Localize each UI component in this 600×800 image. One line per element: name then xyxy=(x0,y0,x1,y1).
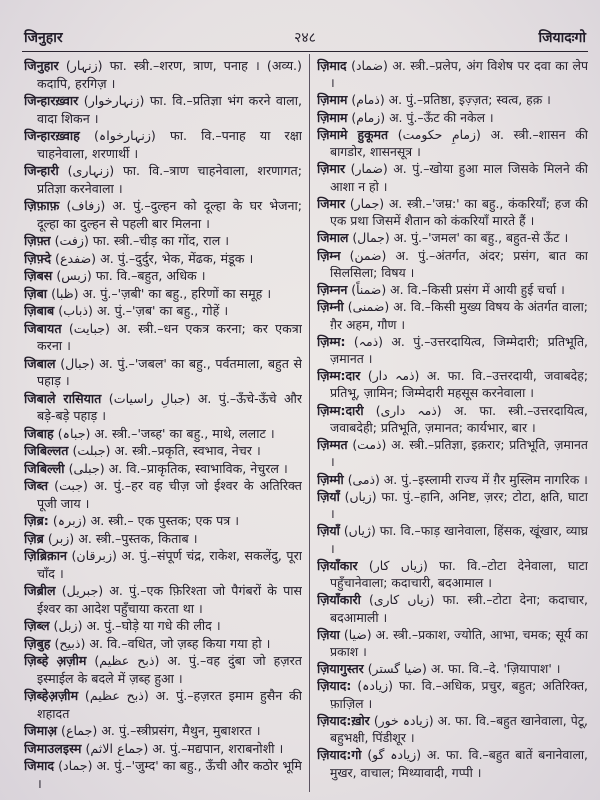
entry-headword: ज़िमाम xyxy=(317,92,348,108)
entry-definition: अ. पुं.–खोया हुआ माल जिसके मिलने की आशा न हो । xyxy=(330,161,588,194)
entry-urdu-spelling: (جماع الاثم) xyxy=(85,740,149,756)
entry-headword: ज़ियागुस्तर xyxy=(317,661,364,677)
entry-urdu-spelling: (ذمت) xyxy=(352,437,387,453)
dictionary-entry xyxy=(24,635,302,653)
entry-headword: जिमार xyxy=(317,195,346,211)
entry-headword: ज़िमार xyxy=(317,161,346,177)
entry-definition: अ. पुं.–इस्लामी राज्य में ग़ैर मुस्लिम नागरिक । xyxy=(383,471,588,487)
entry-definition: फा. वि.–त्राण चाहनेवाला, शरणागत; प्रतिज्ञा करनेवाला । xyxy=(37,163,302,196)
entry-urdu-spelling: (جمار) xyxy=(349,195,385,211)
dictionary-entry xyxy=(317,298,588,332)
dictionary-entry xyxy=(24,442,302,460)
dictionary-entry xyxy=(24,92,302,127)
entry-headword: ज़िब्र xyxy=(24,530,44,546)
dictionary-entry xyxy=(24,652,302,687)
entry-urdu-spelling: (ضماد) xyxy=(351,58,388,73)
entry-urdu-spelling: (جبت) xyxy=(54,478,88,493)
dictionary-entry xyxy=(317,626,588,660)
guide-word-right: जियादःगो xyxy=(538,30,586,46)
entry-headword: ज़िम्न xyxy=(317,247,341,263)
dictionary-entry xyxy=(317,557,588,591)
page-number: २४८ xyxy=(294,30,316,46)
entry-definition: अ. पुं.–ऊँट की नकेल । xyxy=(389,109,494,125)
dictionary-entry xyxy=(317,660,588,677)
dictionary-entry xyxy=(317,109,588,126)
entry-urdu-spelling: (جبلت) xyxy=(72,443,111,458)
entry-definition: अ. स्त्री.–'जम्र:' का बहु., कंकरियाँ; हज की एक प्रथा जिसमें शैतान को कंकरियाँ मारते हैं । xyxy=(330,195,588,229)
entry-headword: ज़िबाब xyxy=(24,303,55,318)
entry-urdu-spelling: (ظبا) xyxy=(51,285,79,301)
column-divider xyxy=(309,54,310,792)
entry-headword: जिबाल xyxy=(24,355,56,371)
dictionary-entry xyxy=(317,677,588,711)
right-column xyxy=(317,57,588,791)
entry-headword: ज़ियाद: xyxy=(317,678,352,694)
entry-headword: जिब्रील xyxy=(24,583,56,598)
entry-headword: जिन्हारख़्वार xyxy=(24,93,79,108)
entry-definition: अ. पुं.–'जमल' का बहु., बहुत-से ऊँट । xyxy=(393,230,569,246)
dictionary-entry xyxy=(24,390,302,425)
entry-headword: ज़िम्म: xyxy=(317,333,346,349)
entry-definition: अ. पुं.–मद्यपान, शराबनोशी । xyxy=(152,740,284,756)
dictionary-entry xyxy=(24,250,302,268)
entry-definition: अ. पुं.–एक फ़िरिश्ता जो पैगंबरों के पास ईश्वर का आदेश पहुँचाया करता था । xyxy=(37,583,302,616)
entry-headword: ज़िम्नन xyxy=(317,282,348,298)
entry-definition: फा. वि.–टोटा देनेवाला, घाटा पहुँचानेवाला; कदाचारी, बदआमाल । xyxy=(330,557,588,591)
entry-definition: अ. वि.–प्राकृतिक, स्वाभाविक, नेचुरल । xyxy=(108,460,288,476)
dictionary-entry xyxy=(317,471,588,488)
dictionary-entry xyxy=(317,488,588,522)
dictionary-entry xyxy=(317,333,588,367)
entry-definition: फा. वि.–बहुत, अधिक । xyxy=(95,268,206,283)
dictionary-entry xyxy=(24,285,302,303)
entry-headword: जिन्हारख़्वाह xyxy=(24,128,80,143)
entry-definition: अ. पुं.–हज़रत इमाम हुसैन की शहादत xyxy=(37,688,302,721)
entry-urdu-spelling: (ضمناً) xyxy=(351,282,387,298)
dictionary-entry xyxy=(317,436,588,470)
dictionary-entry xyxy=(24,722,302,740)
entry-urdu-spelling: (جبالِ راسیات) xyxy=(108,390,191,406)
entry-urdu-spelling: (زیادہ گو) xyxy=(367,747,422,763)
entry-headword: ज़िम्मी xyxy=(317,471,344,487)
dictionary-entry xyxy=(24,355,302,390)
entry-headword: ज़िब्रिक़ान xyxy=(24,548,67,563)
entry-urdu-spelling: (زنہارخواہ) xyxy=(93,128,156,143)
dictionary-entry xyxy=(317,746,588,780)
entry-definition: अ. पुं.–ऊँचे-ऊँचे और बड़े-बड़े पहाड़ । xyxy=(37,390,302,423)
header-rule xyxy=(22,51,588,52)
entry-definition: अ. स्त्री.–प्रलेप, अंग विशेष पर दवा का लेप । xyxy=(330,58,588,91)
dictionary-entry xyxy=(317,126,588,160)
entry-definition: अ. पुं.–दुर्दुर, भेक, मेंढक, मंडूक । xyxy=(100,250,254,266)
entry-urdu-spelling: (زیاں کاری) xyxy=(368,592,435,608)
entry-headword: ज़ियाँकारी xyxy=(317,592,361,608)
entry-definition: अ. पुं.–'ज़ब' का बहु., गोहें । xyxy=(96,303,229,318)
entry-urdu-spelling: (جبریل) xyxy=(61,583,104,598)
dictionary-entry xyxy=(317,402,588,436)
entry-headword: जिबाले रासियात xyxy=(24,390,102,406)
entry-definition: अ. स्त्री.–धन एकत्र करना; कर एकत्रा करना । xyxy=(37,320,302,353)
entry-headword: जिन्हारी xyxy=(24,163,59,178)
entry-headword: ज़िम्म:दारी xyxy=(317,402,364,418)
dictionary-entry xyxy=(24,617,302,635)
dictionary-entry xyxy=(24,687,302,722)
dictionary-entry xyxy=(24,460,302,478)
entry-urdu-spelling: (ذمی) xyxy=(347,471,380,487)
entry-headword: ज़ियाँ xyxy=(317,523,340,539)
dictionary-entry xyxy=(24,547,302,582)
entry-urdu-spelling: (زنہاری) xyxy=(67,163,115,178)
entry-headword: जिबायत xyxy=(24,320,62,336)
entry-urdu-spelling: (ذمام) xyxy=(351,92,385,108)
entry-definition: अ. फा. स्त्री.–उत्तरदायित्व, जवाबदेही; प्रतिभूति, ज़मानत; कार्यभार, बार । xyxy=(330,402,588,435)
dictionary-entry xyxy=(24,320,302,355)
entry-headword: ज़िफ़ाफ़ xyxy=(24,198,60,213)
entry-urdu-spelling: (ضیا) xyxy=(343,626,372,642)
entry-definition: अ. स्त्री.–'जब्ह' का बहु., माथे, ललाट । xyxy=(94,425,275,441)
entry-headword: ज़िब्र: xyxy=(24,513,49,528)
entry-headword: ज़िब्हे अ़ज़ीम xyxy=(24,653,87,668)
entry-headword: ज़िमाम xyxy=(317,109,348,125)
entry-urdu-spelling: (زیادہ خور) xyxy=(373,712,434,728)
entry-definition: फा. पुं.–हानि, अनिष्ट, ज़रर; टोटा, क्षति, घाटा । xyxy=(330,488,588,522)
entry-headword: जिमाउलइस्म xyxy=(24,740,82,756)
entry-headword: ज़िमामे हुकूमत xyxy=(317,126,389,142)
entry-definition: फा. वि.–पनाह या रक्षा चाहनेवाला, शरणार्थी । xyxy=(37,128,302,161)
entry-headword: ज़ियाँकार xyxy=(317,557,358,573)
entry-definition: अ. पुं.–दुल्हन को दूल्हा के घर भेजना; दूल्हा का दुल्हन से पहली बार मिलना । xyxy=(37,198,302,231)
entry-urdu-spelling: (زمام) xyxy=(351,109,386,125)
entry-definition: अ. स्त्री.–पुस्तक, किताब । xyxy=(78,530,198,546)
entry-definition: अ. वि.–वधित, जो ज़ब्ह किया गया हो । xyxy=(89,635,271,651)
dictionary-entry xyxy=(24,197,302,232)
entry-definition: अ. पुं.–'ज़बी' का बहु., हरिणों का समूह । xyxy=(82,285,272,301)
entry-headword: जिबाह xyxy=(24,425,54,441)
entry-urdu-spelling: (زبر) xyxy=(47,530,75,546)
entry-urdu-spelling: (زنہارخوار) xyxy=(83,93,145,108)
entry-headword: ज़िबा xyxy=(24,285,48,301)
entry-urdu-spelling: (ضفدع) xyxy=(55,250,97,266)
entry-urdu-spelling: (زبرقان) xyxy=(71,548,117,563)
entry-urdu-spelling: (جبلی) xyxy=(68,460,105,476)
entry-headword: ज़िम्म:दार xyxy=(317,368,361,384)
entry-urdu-spelling: (جبال) xyxy=(60,355,95,371)
entry-urdu-spelling: (زمامِ حکومت) xyxy=(397,126,481,142)
entry-urdu-spelling: (زنہار) xyxy=(65,58,103,73)
entry-urdu-spelling: (ذباب) xyxy=(58,303,93,318)
entry-definition: अ. स्त्री.–प्रकृति, स्वभाव, नेचर । xyxy=(114,443,261,458)
entry-definition: अ. स्त्री.–प्रकाश, ज्योति, आभा, चमक; सूर्य का प्रकाश । xyxy=(330,626,588,659)
dictionary-entry xyxy=(24,582,302,617)
entry-definition: अ. पुं.–प्रतिष्ठा, इज़्ज़त; स्वत्व, हक़ । xyxy=(388,92,551,108)
dictionary-entry xyxy=(24,757,302,791)
entry-urdu-spelling: (زبل) xyxy=(53,618,83,633)
dictionary-entry xyxy=(317,712,588,746)
entry-headword: जिबिल्ली xyxy=(24,460,65,476)
entry-urdu-spelling: (جماع) xyxy=(61,723,98,738)
entry-urdu-spelling: (ذبح عظیم) xyxy=(84,688,149,703)
dictionary-entry xyxy=(317,522,588,556)
entry-headword: ज़िबस xyxy=(24,268,53,283)
entry-definition: अ. पुं.–संपूर्ण चंद्र, राकेश, सकलेंदु, पूरा चाँद । xyxy=(37,548,302,581)
dictionary-entry xyxy=(317,91,588,108)
dictionary-entry xyxy=(24,477,302,512)
entry-headword: जिब्त xyxy=(24,478,49,493)
entry-urdu-spelling: (ژیاں) xyxy=(343,523,376,539)
dictionary-entry xyxy=(24,425,302,443)
entry-urdu-spelling: (ضیا گستر) xyxy=(367,661,427,677)
entry-urdu-spelling: (زبرہ) xyxy=(52,513,87,528)
entry-urdu-spelling: (ضمار) xyxy=(350,161,388,177)
entry-urdu-spelling: (زفاف) xyxy=(66,198,106,213)
entry-definition: अ. पुं.–घोड़े या गधे की लीद । xyxy=(86,618,221,633)
dictionary-entry xyxy=(317,57,588,91)
entry-definition: अ. वि.–किसी प्रसंग में आयी हुई चर्चा । xyxy=(390,282,565,298)
entry-definition: अ. फा. वि.–दे. 'ज़ियापाश' । xyxy=(430,661,561,677)
entry-headword: ज़िब्हेअ़ज़ीम xyxy=(24,688,79,703)
entry-definition: अ. पुं.–स्त्रीप्रसंग, मैथुन, मुबाशरत । xyxy=(101,723,261,738)
entry-definition: फा. स्त्री.–शरण, त्राण, पनाह । (अव्य.) कदापि, हरगिज़ । xyxy=(37,58,302,91)
dictionary-entry xyxy=(24,512,302,530)
entry-urdu-spelling: (زیاں کار) xyxy=(368,557,428,573)
dictionary-entry xyxy=(24,127,302,162)
dictionary-entry xyxy=(24,740,302,758)
dictionary-entry xyxy=(24,530,302,548)
entry-definition: अ. पुं.–'जबल' का बहु., पर्वतमाला, बहुत से पहाड़ । xyxy=(37,355,302,388)
entry-definition: अ. वि.–किसी मुख्य विषय के अंतर्गत वाला; ग़ैर अहम, गौण । xyxy=(330,299,588,332)
entry-urdu-spelling: (ذمہ داری) xyxy=(375,402,442,418)
entry-definition: अ. फा. वि.–बहुत खानेवाला, पेटू, बहुभक्षी, पिंडीशूर । xyxy=(330,712,588,746)
entry-definition: फा. स्त्री.–टोटा देना; कदाचार, बदआमाली । xyxy=(330,592,588,625)
entry-definition: अ. फा. वि.–उत्तरदायी, जवाबदेह; प्रतिभू, ज़ामिन; जिम्मेदारी महसूस करनेवाला । xyxy=(330,368,588,401)
dictionary-entry xyxy=(24,57,302,92)
entry-headword: जिबिल्लत xyxy=(24,443,69,458)
entry-urdu-spelling: (زبس) xyxy=(56,268,92,283)
entry-definition: अ. पुं.–अंतर्गत, अंदर; प्रसंग, बात का सिलसिला; विषय । xyxy=(330,247,588,280)
entry-headword: ज़ियाँ xyxy=(317,488,340,504)
entry-urdu-spelling: (ذمہ) xyxy=(353,333,383,349)
guide-word-left: जिनुहार xyxy=(24,30,63,46)
entry-headword: जिमाद xyxy=(24,758,55,773)
entry-urdu-spelling: (ذمہ دار) xyxy=(367,368,420,384)
entry-headword: जिमाल xyxy=(317,230,349,246)
entry-definition: अ. स्त्री.– एक पुस्तक; एक पत्र । xyxy=(90,513,239,528)
entry-definition: अ. फा. वि.–बहुत बातें बनानेवाला, मुखर, वाचाल; मिथ्यावादी, गप्पी । xyxy=(330,747,588,780)
entry-headword: ज़िमाद xyxy=(317,58,347,73)
entry-definition: फा. स्त्री.–चीड़ का गोंद, राल । xyxy=(92,233,230,248)
entry-urdu-spelling: (ضمنی) xyxy=(347,299,390,315)
dictionary-entry xyxy=(24,302,302,320)
entry-urdu-spelling: (جماد) xyxy=(58,758,93,773)
entry-headword: ज़िम्मत xyxy=(317,437,348,453)
entry-headword: ज़िब्ल xyxy=(24,618,50,633)
dictionary-entry xyxy=(24,162,302,197)
entry-headword: जिमाअ़ xyxy=(24,723,58,738)
entry-definition: फा. वि.–अधिक, प्रचुर, बहुत; अतिरिक्त, फ़ाज़िल । xyxy=(330,678,588,711)
entry-urdu-spelling: (زیادہ) xyxy=(357,678,393,694)
entry-urdu-spelling: (جمال) xyxy=(352,230,390,246)
entry-urdu-spelling: (زیاں) xyxy=(344,488,377,504)
entry-urdu-spelling: (ذبح عظیم) xyxy=(94,653,160,668)
dictionary-entry xyxy=(317,591,588,625)
entry-definition: फा. वि.–फाड़ खानेवाला, हिंसक, खूंखार, व्याघ्र । xyxy=(330,523,588,556)
dictionary-entry xyxy=(317,195,588,229)
entry-urdu-spelling: (ضمن) xyxy=(349,247,387,263)
entry-urdu-spelling: (ذبیح) xyxy=(54,635,86,651)
entry-headword: ज़िम्नी xyxy=(317,299,344,315)
entry-definition: अ. स्त्री.–प्रतिज्ञा, इक़रार; प्रतिभूति, ज़मानत । xyxy=(330,437,588,470)
entry-headword: ज़िफ़्दे xyxy=(24,250,52,266)
dictionary-entry xyxy=(317,229,588,246)
entry-headword: ज़िबुह xyxy=(24,635,51,651)
left-column xyxy=(24,57,302,791)
entry-headword: ज़ियाद:गो xyxy=(317,747,362,763)
entry-headword: जिनुहार xyxy=(24,58,59,73)
entry-definition: अ. पुं.–'जुम्द' का बहु., ऊँची और कठोर भूमि । xyxy=(37,758,302,791)
dictionary-entry xyxy=(317,160,588,194)
entry-urdu-spelling: (جبایت) xyxy=(68,320,110,336)
entry-headword: ज़िया xyxy=(317,626,340,642)
dictionary-entry xyxy=(317,367,588,401)
entry-urdu-spelling: (جباہ) xyxy=(57,425,91,441)
entry-definition: अ. पुं.–हर वह चीज़ जो ईश्वर के अतिरिक्त पूजी जाय । xyxy=(37,478,302,511)
entry-headword: ज़ियाद:ख़ोर xyxy=(317,712,370,728)
entry-definition: अ. पुं.–वह दुंबा जो हज़रत इस्माईल के बदले में ज़ब्ह हुआ । xyxy=(37,653,302,686)
entry-urdu-spelling: (زفت) xyxy=(54,233,89,248)
entry-definition: अ. पुं.–उत्तरदायित्व, जिम्मेदारी; प्रतिभूति, ज़मानत । xyxy=(330,333,588,366)
dictionary-entry xyxy=(317,247,588,281)
entry-definition: अ. स्त्री.–शासन की बागडोर, शासनसूत्र । xyxy=(330,126,588,160)
entry-headword: ज़िफ़्त xyxy=(24,233,51,248)
dictionary-entry xyxy=(24,267,302,285)
running-header xyxy=(24,28,586,48)
dictionary-entry xyxy=(317,281,588,298)
dictionary-entry xyxy=(24,232,302,250)
entry-definition: फा. वि.–प्रतिज्ञा भंग करने वाला, वादा शिकन । xyxy=(37,93,302,126)
